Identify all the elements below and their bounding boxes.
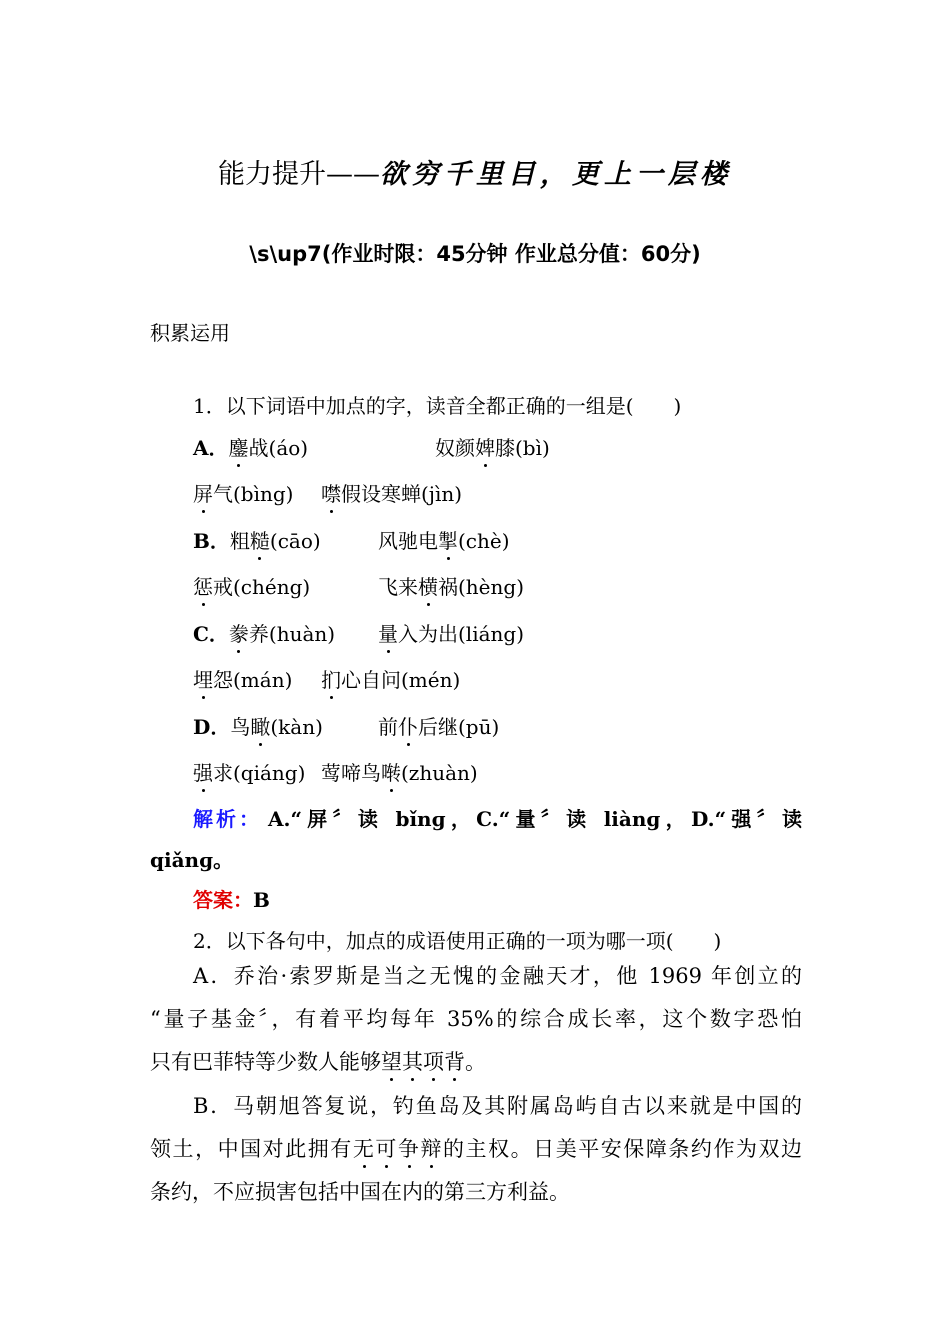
q1-option-a-line1: A．鏖战(áo) [193, 436, 309, 460]
q1-option-b-word2: 风驰电掣(chè) [378, 529, 510, 553]
page-title [0, 152, 950, 191]
subtitle: \s\up7(作业时限：45分钟 作业总分值：60分) [249, 242, 701, 266]
q2-option-b-line3: 条约，不应损害包括中国在内的第三方利益。 [150, 1180, 570, 1204]
q1-stem: 1．以下词语中加点的字，读音全都正确的一组是( ) [193, 394, 682, 418]
q1-analysis-cont: qiǎnɡ。 [150, 848, 234, 872]
q1-option-a-word2: 奴颜婢膝(bì) [435, 436, 550, 460]
analysis-label: 解析： [193, 807, 262, 831]
q2-option-a-line1: A．乔治·索罗斯是当之无愧的金融天才，他 1969 年创立的 [193, 964, 802, 988]
q1-option-d-word2: 前仆后继(pū) [378, 715, 500, 739]
q1-option-c-word3: 埋怨(mán) [193, 668, 293, 692]
analysis-text: A.“屏〞读 bǐnɡ，C.“量〞读 liànɡ，D.“强〞读 [268, 807, 802, 831]
q1-option-d-word4: 莺啼鸟啭(zhuàn) [321, 761, 478, 785]
q2-option-b [150, 1085, 802, 1214]
section-heading: 积累运用 [150, 321, 230, 345]
q1-option-a-word4: 噤假设寒蝉(jìn) [321, 482, 463, 506]
q1-analysis [193, 803, 802, 832]
title-styled: 欲穷千里目，更上一层楼 [380, 159, 732, 190]
q1-answer: 答案：B [193, 888, 270, 912]
q2-option-a-line3: 只有巴菲特等少数人能够望其项背。 [150, 1050, 486, 1074]
q2-option-a-line2: “量子基金〞，有着平均每年 35%的综合成长率，这个数字恐怕 [150, 1007, 802, 1031]
q1-option-b-line1: B．粗糙(cāo) [193, 529, 321, 553]
q2-option-b-line1: B．马朝旭答复说，钓鱼岛及其附属岛屿自古以来就是中国的 [193, 1094, 802, 1118]
q1-option-b-word3: 惩戒(chéng) [193, 575, 311, 599]
q1-option-a-word3: 屏气(bìng) [193, 482, 294, 506]
q2-option-a [150, 955, 802, 1084]
q1-option-d-word3: 强求(qiáng) [193, 761, 306, 785]
q1-option-d-line1: D．鸟瞰(kàn) [193, 715, 323, 739]
q1-option-c-word2: 量入为出(liáng) [378, 622, 525, 646]
title-plain: 能力提升—— [218, 159, 380, 190]
q2-stem: 2．以下各句中，加点的成语使用正确的一项为哪一项( ) [193, 929, 722, 953]
q1-option-c-line1: C．豢养(huàn) [193, 622, 336, 646]
q1-option-c-word4: 扪心自问(mén) [321, 668, 461, 692]
q2-option-b-line2: 领土，中国对此拥有无可争辩的主权。日美平安保障条约作为双边 [150, 1137, 803, 1161]
q1-option-b-word4: 飞来横祸(hèng) [378, 575, 525, 599]
